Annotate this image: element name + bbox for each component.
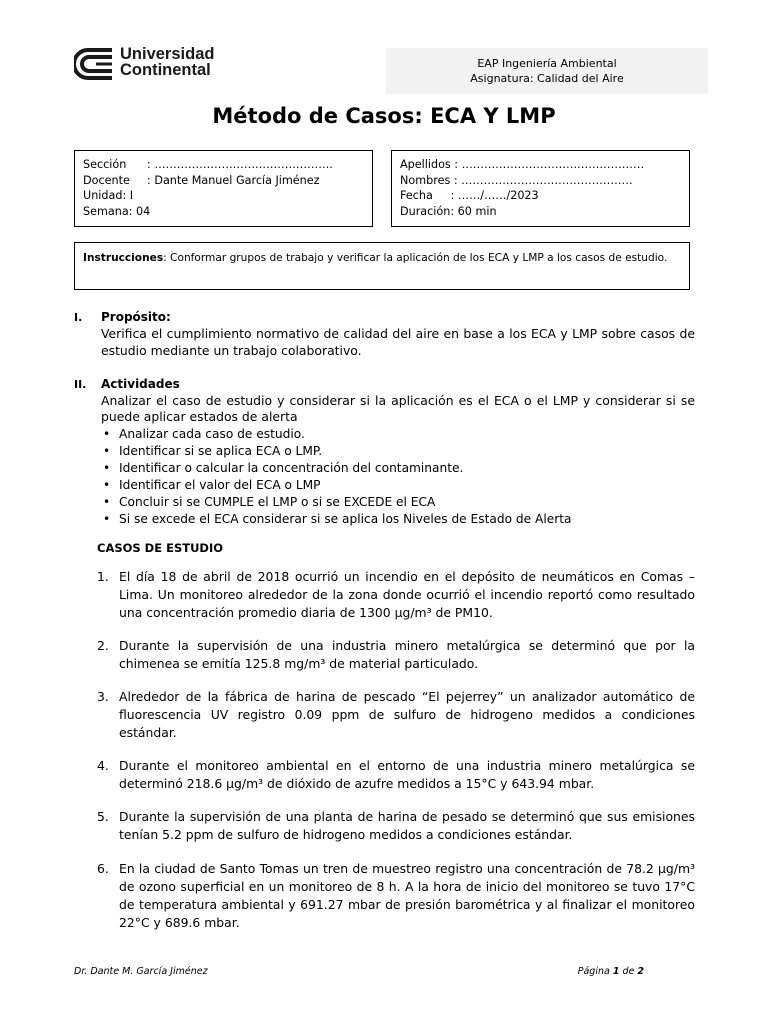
university-logo [74,46,234,82]
case-item-3 [97,688,695,742]
footer-page-number [578,966,644,977]
section-2-number: II. [74,378,87,391]
case-text: Alrededor de la fábrica de harina de pescado “El pejerrey” un analizador automático de fluorescencia UV registro 0.09 ppm de sulfuro de hidrogeno medidos a condiciones estándar. [119,689,695,740]
student-details-box [391,150,690,227]
case-number: 6. [97,861,109,876]
continental-logo-icon [74,47,116,81]
instructions-text: : Conformar grupos de trabajo y verificar la aplicación de los ECA y LMP a los casos de estudio. [163,252,668,264]
list-item: • Si se excede el ECA considerar si se aplica los Niveles de Estado de Alerta [101,511,691,528]
case-text: Durante la supervisión de una industria minero metalúrgica se determinó que por la chimenea se emitía 125.8 mg/m³ de material particulado. [119,638,695,671]
seccion-row [83,157,364,173]
duracion-row: Duración: 60 min [400,204,497,218]
case-item-6 [97,860,695,932]
subject-label: Asignatura: Calidad del Aire [470,72,624,85]
section-1-title: Propósito: [101,310,171,324]
page-title: Método de Casos: ECA Y LMP [212,104,556,128]
docente-label: Docente [83,173,130,187]
docente-row [83,173,364,189]
case-number: 1. [97,569,109,584]
case-item-5 [97,808,695,844]
section-1-number: I. [74,311,83,324]
list-item: • Concluir si se CUMPLE el LMP o si se EXCEDE el ECA [101,494,691,511]
case-text: Durante la supervisión de una planta de harina de pesado se determinó que sus emisiones tenían 5.2 ppm de sulfuro de hidrogeno medidos a condiciones estándar. [119,809,695,842]
section-2-title: Actividades [101,377,180,391]
page-mid: de [619,966,638,977]
activities-list [101,426,691,528]
instructions-label: Instrucciones [83,252,164,264]
logo-line-1: Universidad [120,45,215,63]
apellidos-field[interactable]: Apellidos : ………………………….……………… [400,158,645,171]
course-info-box [386,48,708,94]
seccion-value: : ……………………….……………….. [147,158,333,171]
footer-author: Dr. Dante M. García Jiménez [74,966,208,977]
list-item: • Identificar o calcular la concentración del contaminante. [101,460,691,477]
case-item-4 [97,757,695,793]
case-number: 3. [97,689,109,704]
instructions-box [74,242,690,290]
unidad-row: Unidad: I [83,189,134,202]
case-number: 4. [97,758,109,773]
case-item-1 [97,568,695,622]
seccion-label: Sección [83,158,127,171]
page-total: 2 [637,966,644,977]
case-number: 2. [97,638,109,653]
section-1-text: Verifica el cumplimiento normativo de calidad del aire en base a los ECA y LMP sobre casos de estudio mediante un trabajo colaborativo. [101,326,695,358]
case-text: El día 18 de abril de 2018 ocurrió un incendio en el depósito de neumáticos en Comas – Lima. Un monitoreo alrededor de la zona donde ocurrió el incendio reportó como resultado una concentración promedio diaria de 1300 µg/m³ de PM10. [119,569,695,620]
case-text: En la ciudad de Santo Tomas un tren de muestreo registro una concentración de 78.2 µg/m³ de ozono superficial en un monitoreo de 8 h. A la hora de inicio del monitoreo se tuvo 17°C de temperatura ambiental y 691.27 mbar de presión barométrica y al finalizar el monitoreo 22°C y 689.6 mbar. [119,861,695,930]
page-prefix: Página [577,966,613,977]
list-item: • Identificar si se aplica ECA o LMP. [101,443,691,460]
logo-line-2: Continental [120,61,211,79]
case-number: 5. [97,809,109,824]
course-details-box [74,150,373,227]
nombres-field[interactable]: Nombres : ………………………………………. [400,173,633,187]
page-current: 1 [612,966,620,977]
list-item: • Identificar el valor del ECA o LMP [101,477,691,494]
case-studies-heading: CASOS DE ESTUDIO [97,541,224,555]
list-item: • Analizar cada caso de estudio. [101,426,691,443]
fecha-field[interactable]: Fecha : ……/……/2023 [400,189,539,202]
semana-row: Semana: 04 [83,204,151,218]
docente-value: : Dante Manuel García Jiménez [147,173,320,187]
section-2-text: Analizar el caso de estudio y considerar si la aplicación es el ECA o el LMP y considerar si se puede aplicar estados de alerta [101,393,695,424]
career-label: EAP Ingeniería Ambiental [477,57,617,70]
case-text: Durante el monitoreo ambiental en el entorno de una industria minero metalúrgica se determinó 218.6 µg/m³ de dióxido de azufre medidos a 15°C y 643.94 mbar. [119,758,695,791]
case-item-2 [97,637,695,673]
